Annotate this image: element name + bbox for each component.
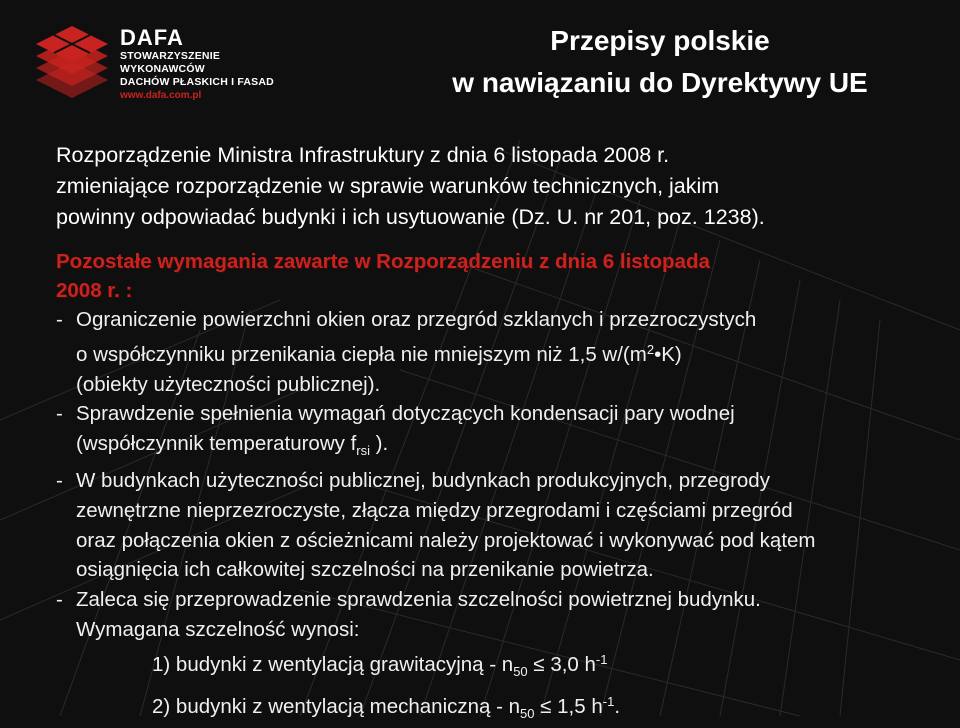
item-1-line-2 [76,335,936,370]
intro-line-1: Rozporządzenie Ministra Infrastruktury z dnia 6 listopada 2008 r. [56,143,670,167]
logo-name: DAFA [120,25,184,50]
heading-line-2: 2008 r. : [56,279,133,302]
requirement-item-2 [56,399,936,466]
intro-line-2: zmieniające rozporządzenie w sprawie warunków technicznych, jakim [56,174,720,198]
item-3-line-1: W budynkach użyteczności publicznej, budynkach produkcyjnych, przegrody [76,468,770,492]
list-1-text: 1) budynki z wentylacją grawitacyjną - n [152,652,514,676]
list-2-text: 2) budynki z wentylacją mechaniczną - n [152,694,521,718]
list-1-superscript: -1 [595,651,608,667]
item-1-line-1: Ograniczenie powierzchni okien oraz przegród szklanych i przezroczystych [76,308,757,331]
regulation-intro [56,140,936,233]
item-2-line-1: Sprawdzenie spełnienia wymagań dotyczących kondensacji pary wodnej [76,402,735,426]
item-1-line-2-end: K) [661,342,682,366]
requirement-item-1 [56,305,936,399]
slide-content [56,140,936,728]
item-4-line-2: Wymagana szczelność wynosi: [76,617,360,641]
logo-subtitle-line-2: DACHÓW PŁASKICH I FASAD [120,76,274,88]
list-1-subscript: 50 [513,663,528,679]
intro-line-3: powinny odpowiadać budynki i ich usytuowanie (Dz. U. nr 201, poz. 1238). [56,205,765,229]
requirement-item-3 [56,466,936,585]
item-4-line-1: Zaleca się przeprowadzenie sprawdzenia szczelności powietrznej budynku. [76,588,761,612]
multiplication-dot: • [654,342,662,366]
list-1-value: ≤ 3,0 h [527,652,596,676]
requirements-heading [56,247,936,305]
item-dash: - [56,308,63,331]
item-2-subscript: rsi [356,443,370,459]
item-3-line-3: oraz połączenia okien z ościeżnicami należy projektować i wykonywać pod kątem [76,528,816,552]
dafa-logo [32,22,292,102]
item-2-line-2 [76,429,936,466]
list-2-end: . [614,694,621,718]
item-1-line-2-text: o współczynniku przenikania ciepła nie mniejszym niż 1,5 w/(m [76,342,647,366]
logo-subtitle-line-1: STOWARZYSZENIE WYKONAWCÓW [120,50,221,75]
item-dash: - [56,468,63,492]
requirement-item-4 [56,585,936,645]
dafa-logo-mark-icon [32,22,112,100]
item-dash: - [56,588,63,612]
heading-line-1: Pozostałe wymagania zawarte w Rozporządzeniu z dnia 6 listopada [56,250,710,273]
item-dash: - [56,402,63,426]
item-2-line-2-text: (współczynnik temperaturowy f [76,432,357,456]
item-3-line-2: zewnętrzne nieprzezroczyste, złącza między przegrodami i częściami przegród [76,498,793,522]
item-2-line-2-end: ). [369,432,389,456]
title-line-1: Przepisy polskie [550,25,770,56]
page-title [400,20,920,104]
list-2-subscript: 50 [520,705,535,721]
logo-url: www.dafa.com.pl [120,90,202,101]
item-1-line-3: (obiekty użyteczności publicznej). [76,372,381,396]
list-2-superscript: -1 [602,693,615,709]
list-2-value: ≤ 1,5 h [534,694,603,718]
airtightness-gravity-ventilation [56,645,936,687]
item-1-superscript: 2 [646,341,655,357]
airtightness-mechanical-ventilation [56,687,936,728]
title-line-2: w nawiązaniu do Dyrektywy UE [452,67,868,98]
item-3-line-4: osiągnięcia ich całkowitej szczelności na przenikanie powietrza. [76,558,654,582]
